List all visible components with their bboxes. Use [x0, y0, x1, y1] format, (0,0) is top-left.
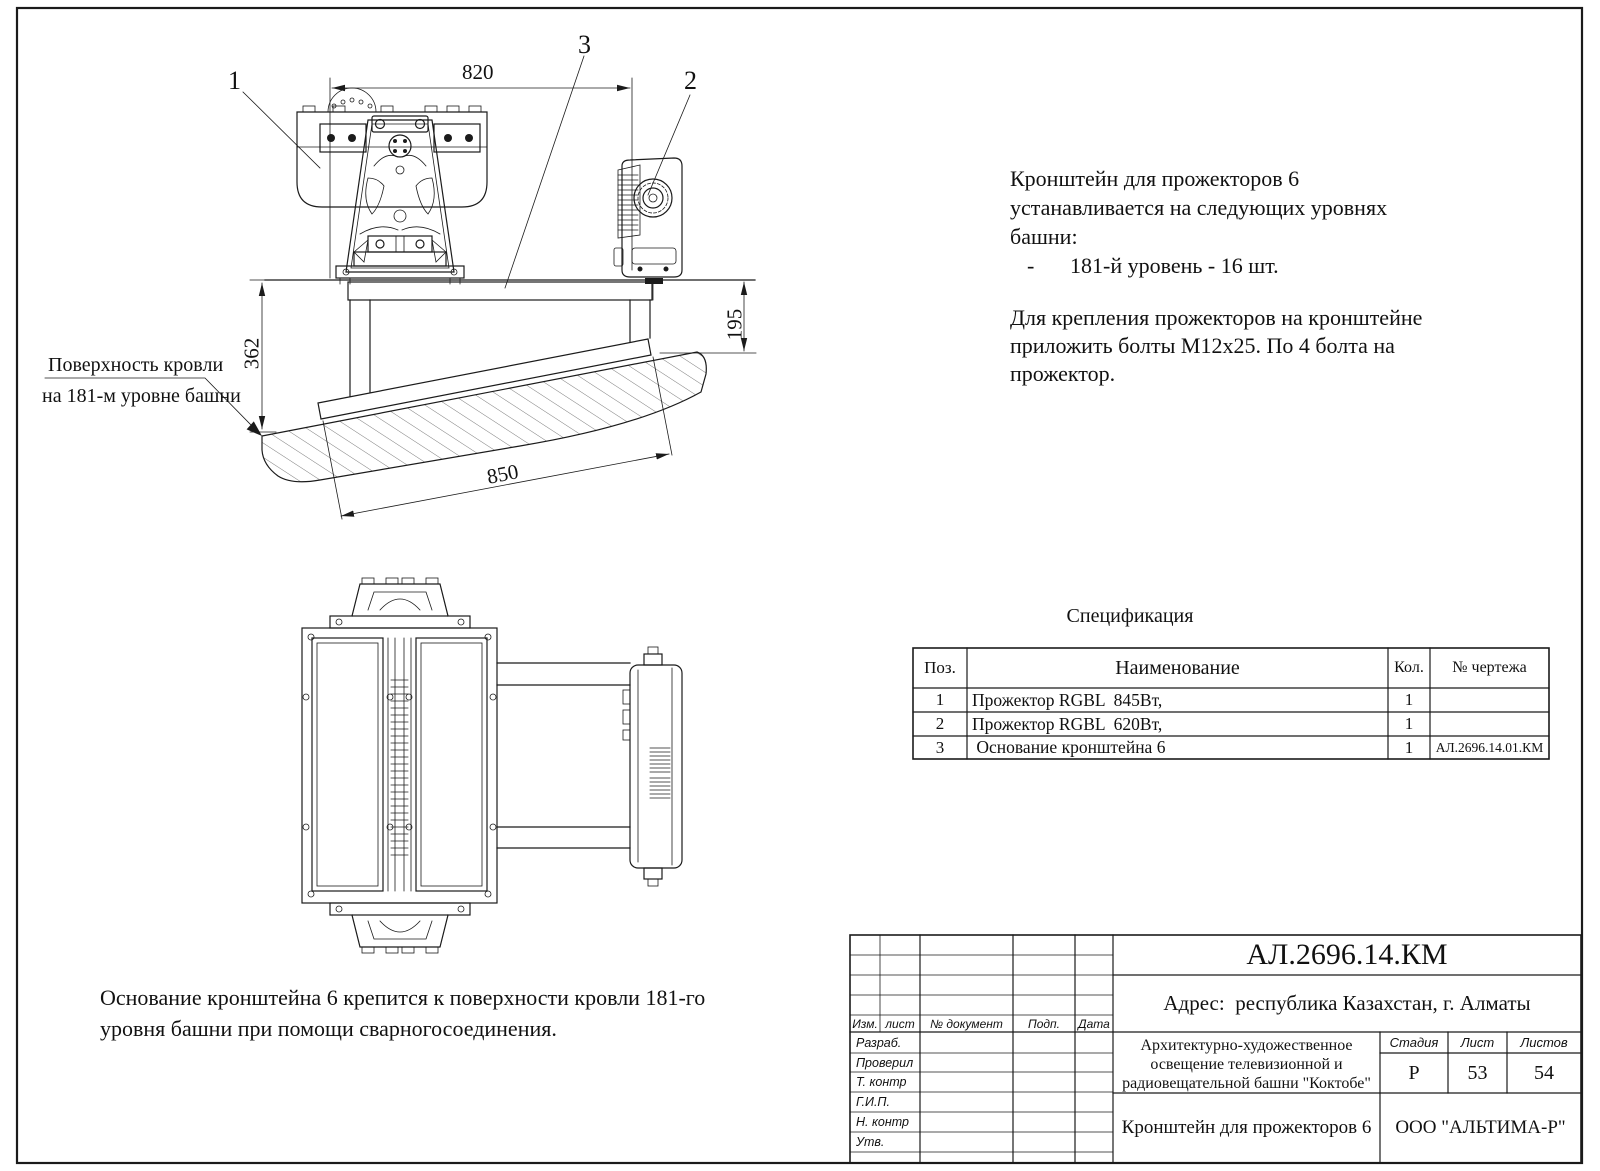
spec-header-qty: Кол. [1394, 659, 1424, 676]
title-block-doc-number: АЛ.2696.14.КМ [1246, 938, 1448, 971]
project-name-line1: Архитектурно-художественное [1140, 1037, 1353, 1054]
rev-header-podp: Подп. [1028, 1017, 1060, 1031]
sign-row-gip: Г.И.П. [856, 1095, 890, 1109]
note-install-line2: устанавливается на следующих уровнях [1010, 195, 1388, 220]
title-block-address: Адрес: республика Казахстан, г. Алматы [1163, 991, 1531, 1015]
sign-row-utv: Утв. [856, 1135, 885, 1149]
roof-label-line2: на 181-м уровне башни [42, 385, 241, 407]
floodlight-845-elevation [297, 88, 487, 207]
spec-row-pos: 3 [935, 738, 945, 757]
dim-362-label: 362 [239, 337, 264, 370]
dim-850-label: 850 [484, 459, 521, 489]
leader-callout-3 [505, 56, 584, 288]
rev-header-data: Дата [1078, 1017, 1110, 1031]
beam [348, 282, 652, 300]
stage-header: Стадия [1389, 1035, 1439, 1050]
spec-row-dwg: АЛ.2696.14.01.КМ [1435, 740, 1544, 755]
bracket-arms-plan [497, 663, 630, 848]
spec-row-dwg [1430, 688, 1549, 712]
roof-hatch [262, 352, 706, 482]
dim-820-label: 820 [462, 60, 494, 84]
spec-row-qty: 1 [1404, 690, 1414, 709]
spec-header-name: Наименование [1115, 657, 1240, 679]
note-install-bullet-text: 181-й уровень - 16 шт. [1070, 253, 1279, 278]
rev-header-list: лист [885, 1017, 915, 1031]
sheets-header: Листов [1520, 1035, 1568, 1050]
spec-header-pos: Поз. [924, 658, 956, 677]
note-install-line3: башни: [1010, 224, 1078, 249]
sign-row-proveril: Проверил [856, 1056, 914, 1070]
floodlight-845-plan [302, 578, 497, 953]
note-install-line1: Кронштейн для прожекторов 6 [1010, 166, 1300, 191]
dim-195-label: 195 [722, 308, 747, 341]
spec-title: Спецификация [1066, 605, 1194, 627]
rev-header-doc: № документ [930, 1017, 1003, 1031]
project-name-line2: освещение телевизионной и [1150, 1056, 1343, 1073]
spec-row-pos: 1 [935, 690, 945, 709]
floodlight-620-elevation [614, 158, 682, 300]
a-frame-bracket [336, 120, 464, 284]
sheet-header: Лист [1460, 1035, 1495, 1050]
note-bolts-line1: Для крепления прожекторов на кронштейне [1010, 305, 1423, 330]
note-weld-line2: уровня башни при помощи сварногосоединения. [100, 1016, 557, 1041]
spec-row-pos: 2 [935, 714, 945, 733]
sign-row-tkontr: Т. контр [856, 1075, 907, 1089]
floodlight-620-plan [623, 647, 682, 886]
spec-header-dwg: № чертежа [1452, 659, 1527, 676]
spec-row-qty: 1 [1404, 738, 1414, 757]
leader-callout-2 [648, 95, 690, 195]
project-name-line3: радиовещательной башни "Коктобе" [1122, 1075, 1371, 1092]
spec-row-dwg [1430, 712, 1549, 736]
note-weld-line1: Основание кронштейна 6 крепится к поверхности кровли 181-го [100, 985, 706, 1010]
spec-row-name: Прожектор RGBL 620Вт, [972, 714, 1163, 734]
leader-callout-1 [243, 92, 320, 168]
spec-row-name: Основание кронштейна 6 [972, 737, 1166, 757]
callout-2: 2 [684, 66, 697, 95]
sheets-value: 54 [1534, 1062, 1554, 1084]
rev-header-izm: Изм. [852, 1017, 878, 1031]
note-bolts-line2: приложить болты М12х25. По 4 болта на [1010, 333, 1395, 358]
company-name: ООО "АЛЬТИМА-Р" [1395, 1117, 1566, 1138]
roof-label-line1: Поверхность кровли [48, 354, 224, 376]
callout-3: 3 [578, 30, 591, 59]
sign-row-razrab: Разраб. [856, 1036, 902, 1050]
spec-row-qty: 1 [1404, 714, 1414, 733]
stage-value: Р [1408, 1062, 1420, 1084]
sign-row-nkontr: Н. контр [856, 1115, 909, 1129]
note-bolts-line3: прожектор. [1010, 361, 1116, 386]
callout-1: 1 [228, 66, 241, 95]
note-install-bullet-dash: - [1027, 253, 1035, 278]
drawing-title: Кронштейн для прожекторов 6 [1121, 1117, 1372, 1138]
sheet-value: 53 [1467, 1062, 1488, 1084]
spec-row-name: Прожектор RGBL 845Вт, [972, 690, 1163, 710]
